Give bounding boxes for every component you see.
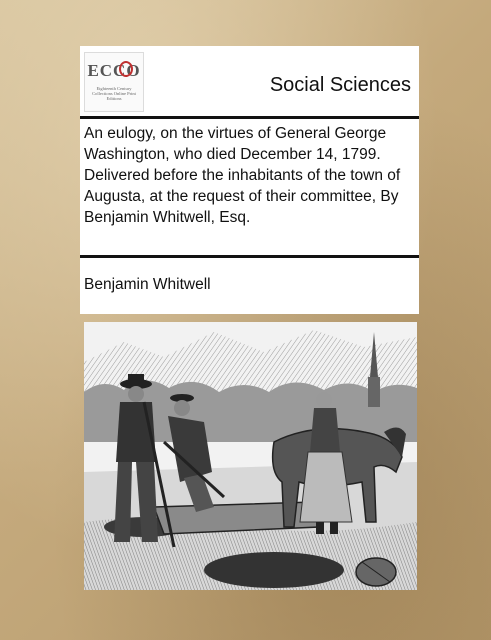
title-panel	[80, 46, 419, 314]
top-divider	[80, 116, 419, 119]
bottom-divider	[80, 255, 419, 258]
book-title: An eulogy, on the virtues of General George Washington, who died December 14, 1799. Delivered before the inhabitants of the town of Augusta, at the request of their committee, By Benjamin Whitwell, Esq.	[84, 125, 401, 226]
logo-red-ring-icon	[119, 61, 133, 77]
ecco-logo-text: ECCO	[87, 61, 141, 80]
engraving-miners-horse-icon	[84, 322, 417, 590]
ecco-logo	[84, 52, 144, 112]
book-author: Benjamin Whitwell	[84, 276, 211, 293]
cover-illustration	[84, 322, 417, 590]
ecco-logo-subtitle: Eighteenth Century Collections Online Print Editions	[92, 86, 136, 101]
series-label: Social Sciences	[269, 74, 411, 96]
